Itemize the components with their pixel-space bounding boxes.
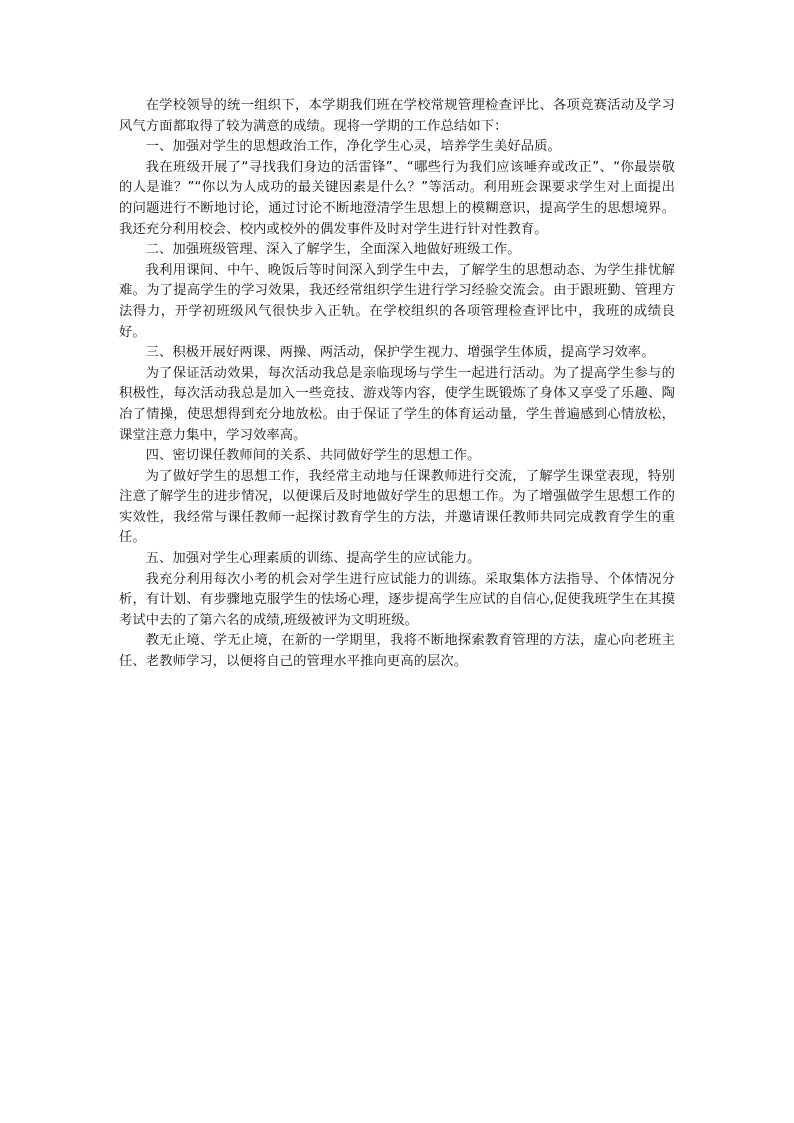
- section-heading-3: 三、积极开展好两课、两操、两活动，保护学生视力、增强学生体质，提高学习效率。: [145, 345, 655, 361]
- section-heading-5: 五、加强对学生心理素质的训练、提高学生的应试能力。: [145, 551, 481, 567]
- section-heading-4: 四、密切课任教师间的关系、共同做好学生的思想工作。: [145, 448, 481, 464]
- closing-paragraph: 教无止境、学无止境，在新的一学期里，我将不断地探索教育管理的方法，虚心向老班主任、老教师学习，以便将自己的管理水平推向更高的层次。: [119, 633, 675, 670]
- intro-paragraph: 在学校领导的统一组织下，本学期我们班在学校常规管理检查评比、各项竞赛活动及学习风气方面都取得了较为满意的成绩。现将一学期的工作总结如下：: [119, 98, 675, 134]
- section-body-4: 为了做好学生的思想工作，我经常主动地与任课教师进行交流，了解学生课堂表现，特别注意了解学生的进步情况，以便课后及时地做好学生的思想工作。为了增强做学生思想工作的实效性，我经常与课任教师一起探讨教育学生的方法，并邀请课任教师共同完成教育学生的重任。: [119, 468, 675, 546]
- document-body: [119, 96, 675, 673]
- section-body-5: 我充分利用每次小考的机会对学生进行应试能力的训练。采取集体方法指导、个体情况分析，有计划、有步骤地克服学生的怯场心理，逐步提高学生应试的自信心,促使我班学生在其摸考试中去的了第六名的成绩,班级被评为文明班级。: [119, 571, 675, 628]
- section-heading-1: 一、加强对学生的思想政治工作，净化学生心灵，培养学生美好品质。: [145, 139, 561, 155]
- section-body-3: 为了保证活动效果，每次活动我总是亲临现场与学生一起进行活动。为了提高学生参与的积极性，每次活动我总是加入一些竞技、游戏等内容，使学生既锻炼了身体又享受了乐趣、陶冶了情操，使思想得到充分地放松。由于保证了学生的体育运动量，学生普遍感到心情放松，课堂注意力集中，学习效率高。: [119, 365, 675, 443]
- section-body-2: 我利用课间、中午、晚饭后等时间深入到学生中去，了解学生的思想动态、为学生排忧解难。为了提高学生的学习效果，我还经常组织学生进行学习经验交流会。由于跟班勤、管理方法得力，开学初班级风气很快步入正轨。在学校组织的各项管理检查评比中，我班的成绩良好。: [119, 262, 675, 340]
- section-body-1: 我在班级开展了“寻找我们身边的活雷锋”、“哪些行为我们应该唾弃或改正”、“你最崇敬的人是谁？”“你以为人成功的最关键因素是什么？”等活动。利用班会课要求学生对上面提出的问题进行不断地讨论，通过讨论不断地澄清学生思想上的模糊意识，提高学生的思想境界。我还充分利用校会、校内或校外的偶发事件及时对学生进行针对性教育。: [119, 159, 675, 237]
- section-heading-2: 二、加强班级管理、深入了解学生，全面深入地做好班级工作。: [145, 242, 521, 258]
